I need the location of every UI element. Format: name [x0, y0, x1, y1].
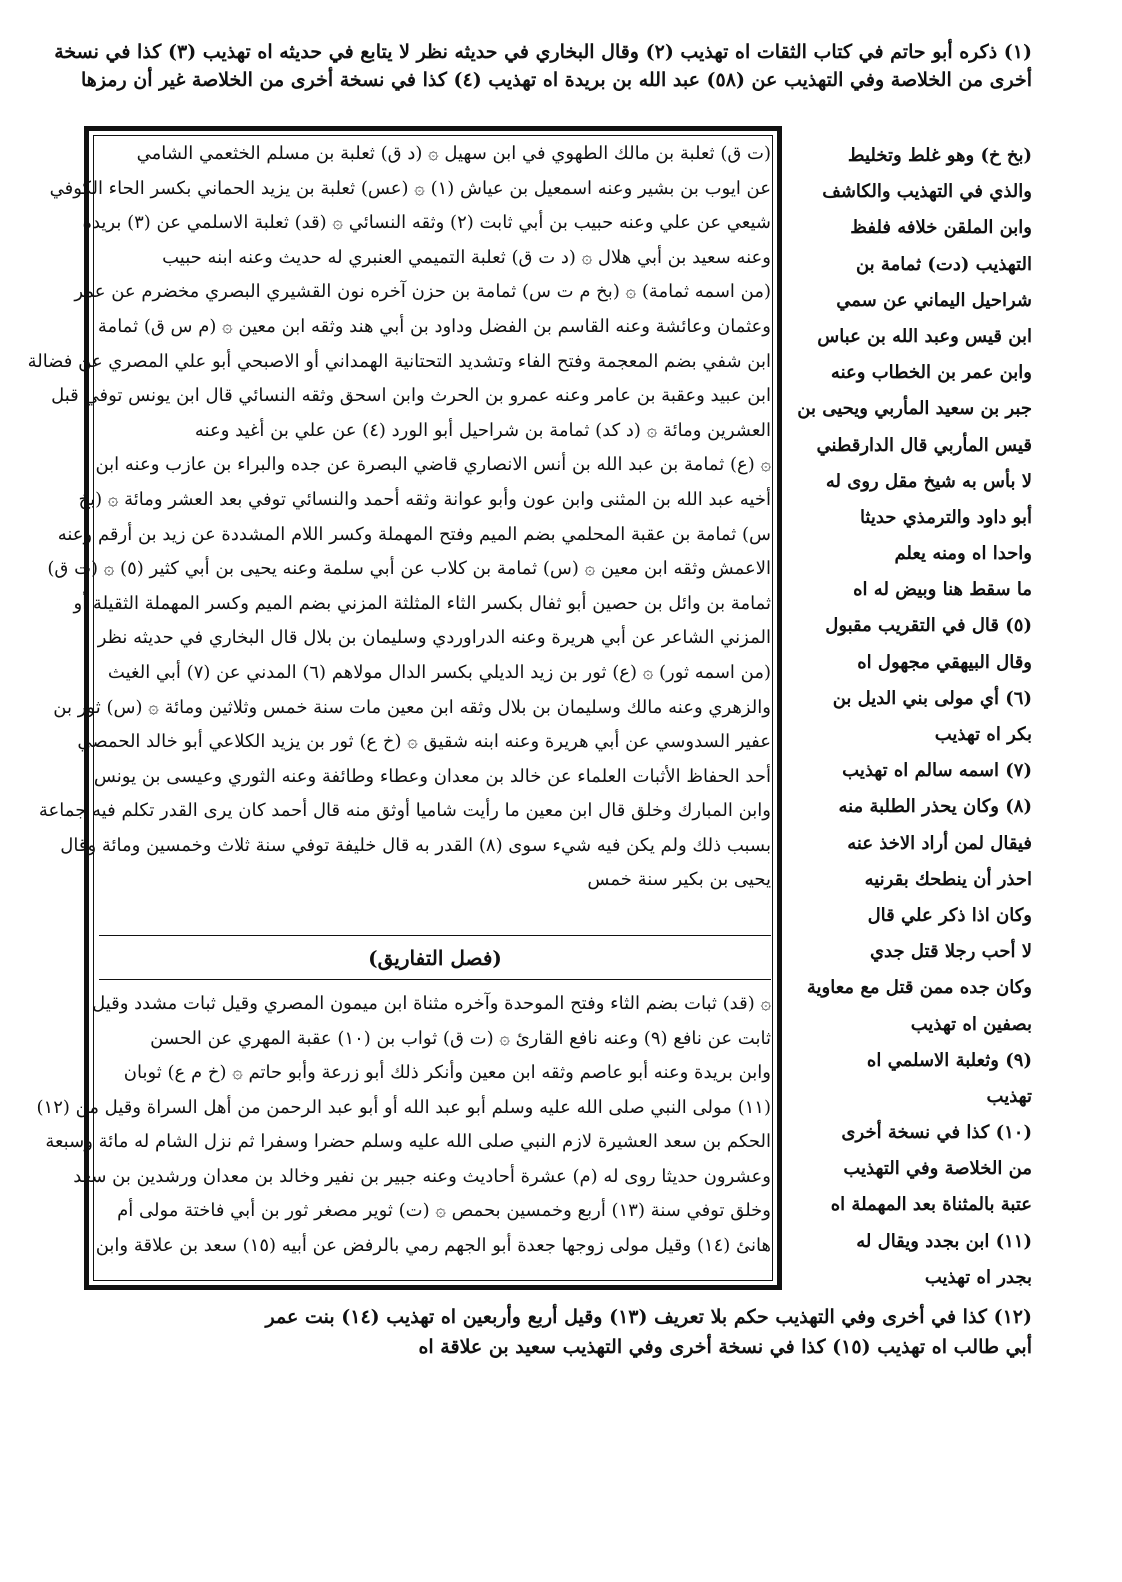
text-line: هانئ (١٤) وقيل مولى زوجها جعدة أبو الجهم رمي بالرفض عن أبيه (١٥) سعد بن علاقة وابن	[95, 1234, 771, 1256]
side-note-line: فيقال لمن أراد الاخذ عنه	[847, 832, 1032, 854]
text-line: أخيه عبد الله بن المثنى وابن عون وأبو عوانة وثقه أحمد والنسائي توفي بعد العشر ومائة ۞ (بخ	[78, 488, 771, 510]
main-text-frame	[27, 126, 782, 1290]
text-line: المزني الشاعر عن أبي هريرة وعنه الدراوردي وسليمان بن بلال قال البخاري في حديثه نظر	[97, 627, 771, 649]
side-note-line: وقال البيهقي مجهول اه	[857, 651, 1032, 673]
side-note-line: وابن الملقن خلافه فلفظ	[850, 217, 1032, 239]
side-note-line: أبو داود والترمذي حديثا	[859, 506, 1032, 528]
text-line: ثمامة بن وائل بن حصين أبو ثفال بكسر الثاء المثلثة المزني بضم الميم وكسر المهملة الثقيلة أو	[73, 592, 771, 614]
text-line: ابن شفي بضم المعجمة وفتح الفاء وتشديد التحتانية الهمداني أو الاصبحي أبو علي المصري عن فضالة	[27, 350, 771, 372]
text-line: الاعمش وثقه ابن معين ۞ (س) ثمامة بن كلاب عن أبي سلمة وعنه يحيى بن أبي كثير (٥) ۞ (ت ق)	[47, 558, 771, 580]
text-line: (ت ق) ثعلبة بن مالك الطهوي في ابن سهيل ۞ (د ق) ثعلبة بن مسلم الخثعمي الشامي	[136, 143, 771, 164]
side-note-line: تهذيب	[986, 1085, 1032, 1107]
side-note-line: ابن قيس وعبد الله بن عباس	[817, 325, 1032, 347]
side-note-line: لا بأس به شيخ مقل روى له	[825, 470, 1032, 492]
side-note-line: عتبة بالمثناة بعد المهملة اه	[830, 1194, 1032, 1216]
text-line: س) ثمامة بن عقبة المحلمي بضم الميم وفتح المهملة وكسر اللام المشددة عن زيد بن أرقم وعنه	[57, 523, 771, 545]
text-line: ابن عبيد وعقبة بن عامر وعنه عمرو بن الحرث وابن اسحق وثقه النسائي قال ابن يونس توفي قبل	[51, 385, 771, 407]
text-line: أحد الحفاظ الأثبات العلماء عن خالد بن معدان وعطاء وطائفة وعنه الثوري وعيسى بن يونس	[93, 765, 771, 787]
text-line: ثابت عن نافع (٩) وعنه نافع القارئ ۞ (ت ق) ثواب بن (١٠) عقبة المهري عن الحسن	[150, 1027, 771, 1049]
text-line: العشرين ومائة ۞ (د كد) ثمامة بن شراحيل أبو الورد (٤) عن علي بن أغيد وعنه	[194, 419, 771, 441]
text-line: شيعي عن علي وعنه حبيب بن أبي ثابت (٢) وثقه النسائي ۞ (قد) ثعلبة الاسلمي عن (٣) بريدة	[82, 212, 771, 234]
text-line: يحيى بن بكير سنة خمس	[587, 869, 771, 891]
side-note-line: ما سقط هنا وبيض له اه	[853, 579, 1032, 601]
side-note-line: بجدر اه تهذيب	[924, 1266, 1032, 1288]
text-line: وعنه سعيد بن أبي هلال ۞ (د ت ق) ثعلبة التميمي العنبري له حديث وعنه ابنه حبيب	[162, 246, 771, 268]
side-note-line: لا أحب رجلا قتل جدي	[869, 941, 1032, 963]
footnote-line: (١٢) كذا في أخرى وفي التهذيب حكم بلا تعريف (١٣) وقيل أربع وأربعين اه تهذيب (١٤) بنت عمر	[265, 1306, 1032, 1328]
text-line: عفير السدوسي عن أبي هريرة وعنه ابنه شقيق ۞ (خ ع) ثور بن يزيد الكلاعي أبو خالد الحمصي	[77, 731, 771, 753]
side-note-line: والذي في التهذيب والكاشف	[822, 181, 1032, 203]
footnote-line: أخرى من الخلاصة وفي التهذيب عن (٥٨) عبد الله بن بريدة اه تهذيب (٤) كذا في نسخة أخرى من الخلاصة غير أن رمزها	[81, 69, 1032, 91]
text-line: ۞ (قد) ثبات بضم الثاء وفتح الموحدة وآخره مثناة ابن ميمون المصري وقيل ثبات مشدد وقيل	[92, 993, 771, 1014]
footnote-line: أبي طالب اه تهذيب (١٥) كذا في نسخة أخرى وفي التهذيب سعيد بن علاقة اه	[418, 1336, 1032, 1358]
side-note-line: (بخ خ) وهو غلط وتخليط	[847, 145, 1032, 166]
side-note-line: وكان جده ممن قتل مع معاوية	[806, 977, 1032, 999]
side-note-line: بكر اه تهذيب	[934, 724, 1032, 745]
side-note-line: واحدا اه ومنه يعلم	[894, 543, 1032, 565]
bottom-footnotes	[96, 1302, 1032, 1362]
side-note-line: (٥) قال في التقريب مقبول	[825, 615, 1032, 637]
side-note-line: احذر أن ينطحك بقرنيه	[864, 868, 1032, 890]
text-line: بسبب ذلك ولم يكن فيه شيء سوى (٨) القدر به قال خليفة توفي سنة ثلاث وخمسين ومائة وقال	[60, 834, 771, 856]
text-line: (من اسمه ثور) ۞ (ع) ثور بن زيد الديلي بكسر الدال مولاهم (٦) المدني عن (٧) أبي الغيث	[107, 661, 771, 683]
section-divider-bottom	[99, 979, 771, 980]
side-note-line: (٧) اسمه سالم اه تهذيب	[842, 760, 1032, 782]
section-title: (فصل التفاريق)	[368, 946, 502, 970]
text-line: وعشرون حديثا روى له (م) عشرة أحاديث وعنه جبير بن نفير وخالد بن معدان ورشدين بن سعد	[73, 1165, 771, 1187]
text-line: وعثمان وعائشة وعنه القاسم بن الفضل وداود بن أبي هند وثقه ابن معين ۞ (م س ق) ثمامة	[97, 315, 771, 337]
side-note-line: وكان اذا ذكر علي قال	[867, 904, 1032, 926]
text-line: والزهري وعنه مالك وسليمان بن بلال وثقه ابن معين مات سنة خمس وثلاثين ومائة ۞ (س) ثور بن	[53, 696, 771, 718]
main-text-block-2	[36, 987, 771, 1263]
footnote-line: (١) ذكره أبو حاتم في كتاب الثقات اه تهذيب (٢) وقال البخاري في حديثه نظر لا يتابع في حديثه اه تهذيب (٣) كذا في نسخة	[54, 41, 1032, 63]
text-line: وابن المبارك وخلق قال ابن معين ما رأيت شاميا أوثق منه قال أحمد كان يرى القدر تكلم فيه جماعة	[38, 800, 771, 822]
section-divider-top	[99, 935, 771, 936]
side-note-line: من الخلاصة وفي التهذيب	[843, 1158, 1032, 1180]
side-note-line: وابن عمر بن الخطاب وعنه	[830, 362, 1032, 384]
text-line: ۞ (ع) ثمامة بن عبد الله بن أنس الانصاري قاضي البصرة عن جده والبراء بن عازب وعنه ابن	[95, 454, 771, 476]
side-note-line: بصفين اه تهذيب	[910, 1013, 1032, 1035]
top-footnotes	[54, 38, 1032, 94]
main-text-block	[27, 137, 771, 898]
text-line: وابن بريدة وعنه أبو عاصم وثقه ابن معين وأنكر ذلك أبو زرعة وأبو حاتم ۞ (خ م ع) ثوبان	[123, 1062, 771, 1083]
text-line: الحكم بن سعد العشيرة لازم النبي صلى الله عليه وسلم حضرا وسفرا ثم نزل الشام له مائة وسبعة	[45, 1131, 771, 1152]
side-note-line: قيس المأربي قال الدارقطني	[816, 434, 1032, 456]
side-note-line: (٩) وثعلبة الاسلمي اه	[866, 1049, 1032, 1071]
side-footnotes	[788, 138, 1032, 1296]
text-line: (١١) مولى النبي صلى الله عليه وسلم أبو عبد الله أو أبو عبد الرحمن من أهل السراة وقيل من (١٢)	[36, 1096, 771, 1118]
side-note-line: (٦) أي مولى بني الديل بن	[832, 687, 1032, 709]
side-note-line: (١٠) كذا في نسخة أخرى	[841, 1122, 1032, 1144]
text-line: وخلق توفي سنة (١٣) أربع وخمسين بحمص ۞ (ت) ثوير مصغر ثور بن أبي فاختة مولى أم	[117, 1200, 771, 1221]
side-note-line: (٨) وكان يحذر الطلبة منه	[838, 796, 1032, 818]
side-note-line: (١١) ابن بجدد ويقال له	[856, 1230, 1032, 1252]
side-note-line: جبر بن سعيد المأربي ويحيى بن	[797, 398, 1032, 420]
side-note-line: التهذيب (دت) ثمامة بن	[855, 253, 1032, 275]
side-note-line: شراحيل اليماني عن سمي	[836, 289, 1032, 311]
text-line: (من اسمه ثمامة) ۞ (بخ م ت س) ثمامة بن حزن آخره نون القشيري البصري مخضرم عن عمر	[74, 281, 771, 303]
text-line: عن ايوب بن بشير وعنه اسمعيل بن عياش (١) ۞ (عس) ثعلبة بن يزيد الحماني بكسر الحاء الكوفي	[49, 177, 771, 199]
